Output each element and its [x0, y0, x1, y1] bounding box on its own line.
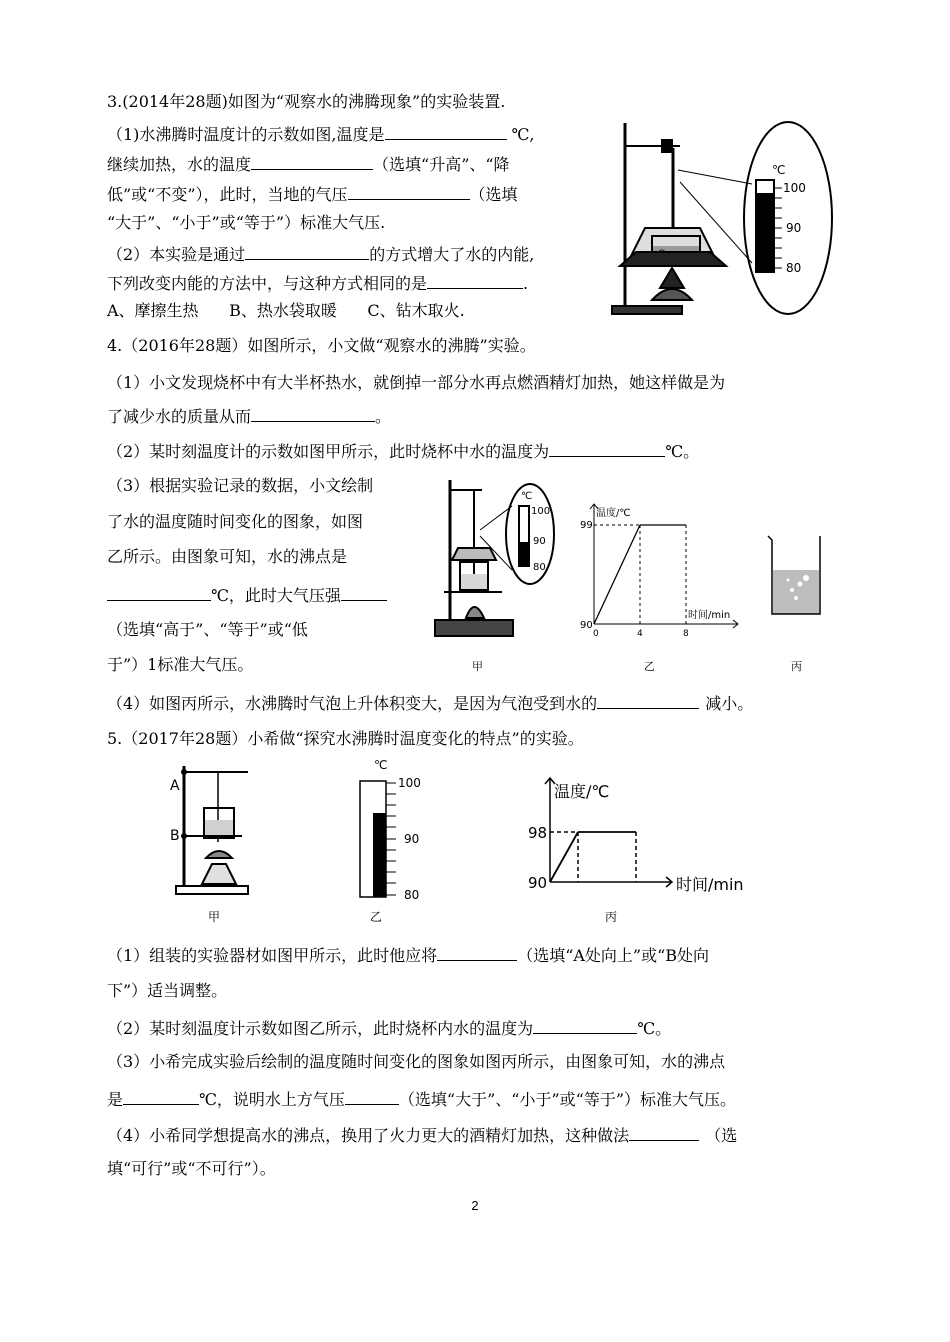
q3-p1f: （选填	[469, 185, 518, 204]
q4-fig-bing-beaker	[762, 530, 832, 620]
page-number: 2	[471, 1198, 479, 1213]
q4-fig-jia	[430, 470, 560, 675]
q3-apparatus-figure	[600, 118, 845, 323]
q5-title: 5.（2017年28题）小希做“探究水沸腾时温度变化的特点”的实验。	[107, 729, 584, 748]
q3-p2a: （2）本实验是通过	[107, 245, 246, 264]
q5-blank-temperature[interactable]	[533, 1017, 637, 1034]
q4-part3-line3: 乙所示。由图象可知，水的沸点是	[107, 547, 348, 566]
q5-thermo-90: 90	[404, 832, 420, 846]
q3-thermo-80: 80	[786, 261, 802, 275]
q5-label-jia: 甲	[208, 910, 221, 924]
q4-jia-90: 90	[533, 536, 546, 547]
q5-p3d: （选填“大于”、“小于”或“等于”）标准大气压。	[398, 1090, 737, 1109]
q5-p3c: ℃，说明水上方气压	[199, 1090, 345, 1109]
q5-label-yi: 乙	[370, 910, 383, 924]
q4-part2-line	[107, 440, 699, 462]
q5-thermo-100: 100	[398, 776, 421, 790]
q5-graph-ylabel: 温度/℃	[554, 782, 610, 801]
q5-p2b: ℃。	[637, 1019, 672, 1038]
q5-part3-line1: （3）小希完成实验后绘制的温度随时间变化的图象如图丙所示，由图象可知，水的沸点	[107, 1052, 726, 1071]
q3-p1b: ℃,	[511, 125, 535, 144]
q5-p4a: （4）小希同学想提高水的沸点，换用了火力更大的酒精灯加热，这种做法	[107, 1126, 630, 1145]
q3-p1d: （选填“升高”、“降	[373, 155, 510, 174]
q5-part1-line2: 下”）适当调整。	[107, 981, 228, 1000]
q4-part4-line	[107, 692, 753, 714]
q5-blank-boiling-point[interactable]	[123, 1088, 199, 1105]
q5-label-bing: 丙	[605, 910, 618, 924]
q4-part3-line5: （选填“高于”、“等于”或“低	[107, 620, 308, 639]
q5-blank-feasible[interactable]	[629, 1124, 699, 1141]
q3-thermo-90: 90	[786, 221, 802, 235]
q3-blank-option[interactable]	[427, 272, 523, 289]
q5-graph-y98: 98	[528, 824, 548, 842]
q3-blank-method[interactable]	[245, 243, 369, 260]
q4-label-jia: 甲	[472, 660, 483, 673]
q3-p1e: 低”或“不变”），此时，当地的气压	[107, 185, 348, 204]
q4-graph-x8: 8	[683, 629, 689, 639]
q4-jia-80: 80	[533, 562, 546, 573]
q4-part1-line1: （1）小文发现烧杯中有大半杯热水，就倒掉一部分水再点燃酒精灯加热，她这样做是为	[107, 373, 726, 392]
q3-part1-line2	[107, 153, 510, 175]
q4-p1b: 了减少水的质量从而	[107, 407, 252, 426]
q5-point-a: A	[170, 778, 180, 794]
q5-graph-y90: 90	[528, 874, 548, 892]
q4-p4b: 减小。	[705, 694, 754, 713]
q4-title: 4.（2016年28题）如图所示，小文做“观察水的沸腾”实验。	[107, 336, 536, 355]
q4-part1-line2	[107, 405, 391, 427]
q5-part3-line2	[107, 1088, 736, 1110]
q3-part1-line1	[107, 123, 535, 145]
q4-graph-ylabel: 温度/℃	[596, 508, 631, 519]
q4-p2a: （2）某时刻温度计的示数如图甲所示，此时烧杯中水的温度为	[107, 442, 550, 461]
q3-title: 3.(2014年28题)如图为“观察水的沸腾现象”的实验装置.	[107, 92, 506, 111]
q4-p4a: （4）如图丙所示，水沸腾时气泡上升体积变大，是因为气泡受到水的	[107, 694, 598, 713]
q4-label-bing: 丙	[791, 660, 802, 673]
q3-options: A、摩擦生热 B、热水袋取暖 C、钻木取火.	[107, 301, 465, 320]
q5-blank-adjust[interactable]	[437, 944, 517, 961]
q4-fig-yi-graph	[578, 500, 748, 640]
q3-p2b: 的方式增大了水的内能,	[369, 245, 535, 264]
q5-fig-bing-graph	[524, 772, 754, 900]
q5-part1-line1	[107, 944, 709, 966]
q5-fig-yi-thermometer	[340, 755, 440, 905]
q3-blank-water-temp[interactable]	[251, 153, 373, 170]
q3-thermo-unit: ℃	[772, 163, 786, 177]
q3-p2c: 下列改变内能的方法中，与这种方式相同的是	[107, 274, 428, 293]
q5-p1a: （1）组装的实验器材如图甲所示，此时他应将	[107, 946, 438, 965]
q5-p4b: （选	[705, 1126, 738, 1145]
q4-jia-100: 100	[531, 506, 551, 517]
q5-p3b: 是	[107, 1090, 124, 1109]
q3-part1-line4: “大于”、“小于”或“等于”）标准大气压.	[107, 213, 386, 232]
q3-p1c: 继续加热，水的温度	[107, 155, 252, 174]
q5-part4-line2: 填“可行”或“不可行”）。	[107, 1159, 276, 1178]
q4-blank-temperature[interactable]	[549, 440, 665, 457]
q4-blank-pressure[interactable]	[341, 584, 387, 601]
q5-part4-line1	[107, 1124, 737, 1146]
q3-p2d: .	[523, 274, 529, 293]
q3-part2-line2	[107, 272, 528, 294]
q5-graph-xlabel: 时间/min	[676, 875, 744, 894]
q4-part3-line1: （3）根据实验记录的数据，小文绘制	[107, 476, 374, 495]
q4-part3-line4	[107, 584, 387, 606]
q4-p1c: 。	[375, 407, 392, 426]
q5-p2a: （2）某时刻温度计示数如图乙所示，此时烧杯内水的温度为	[107, 1019, 534, 1038]
q4-blank-boiling-point[interactable]	[107, 584, 211, 601]
q3-p1a: （1)水沸腾时温度计的示数如图,温度是	[107, 125, 385, 144]
q4-blank-reduce[interactable]	[251, 405, 375, 422]
q5-p1b: （选填“A处向上”或“B处向	[517, 946, 710, 965]
q5-thermo-unit: ℃	[374, 758, 388, 772]
q4-part3-line6: 于”）1标准大气压。	[107, 655, 254, 674]
q4-jia-unit: ℃	[521, 491, 533, 502]
q4-p3d: ℃，此时大气压强	[211, 586, 341, 605]
q3-blank-pressure[interactable]	[348, 183, 470, 200]
q5-blank-pressure[interactable]	[345, 1088, 399, 1105]
q4-graph-x0: 0	[593, 629, 599, 639]
q3-part1-line3	[107, 183, 518, 205]
q3-part2-line1	[107, 243, 534, 265]
q3-thermo-100: 100	[783, 181, 806, 195]
q5-part2-line	[107, 1017, 671, 1039]
q5-fig-jia	[162, 760, 262, 900]
q4-graph-y99: 99	[580, 520, 593, 531]
q4-graph-y90: 90	[580, 620, 593, 631]
q4-blank-pressure-force[interactable]	[597, 692, 699, 709]
q5-thermo-80: 80	[404, 888, 420, 902]
q4-graph-xlabel: 时间/min	[688, 610, 731, 621]
q4-label-yi: 乙	[644, 660, 655, 673]
q5-point-b: B	[170, 828, 180, 844]
q4-part3-line2: 了水的温度随时间变化的图象，如图	[107, 512, 364, 531]
q4-p2b: ℃。	[665, 442, 700, 461]
q3-blank-temperature[interactable]	[385, 123, 507, 140]
q4-graph-x4: 4	[637, 629, 643, 639]
